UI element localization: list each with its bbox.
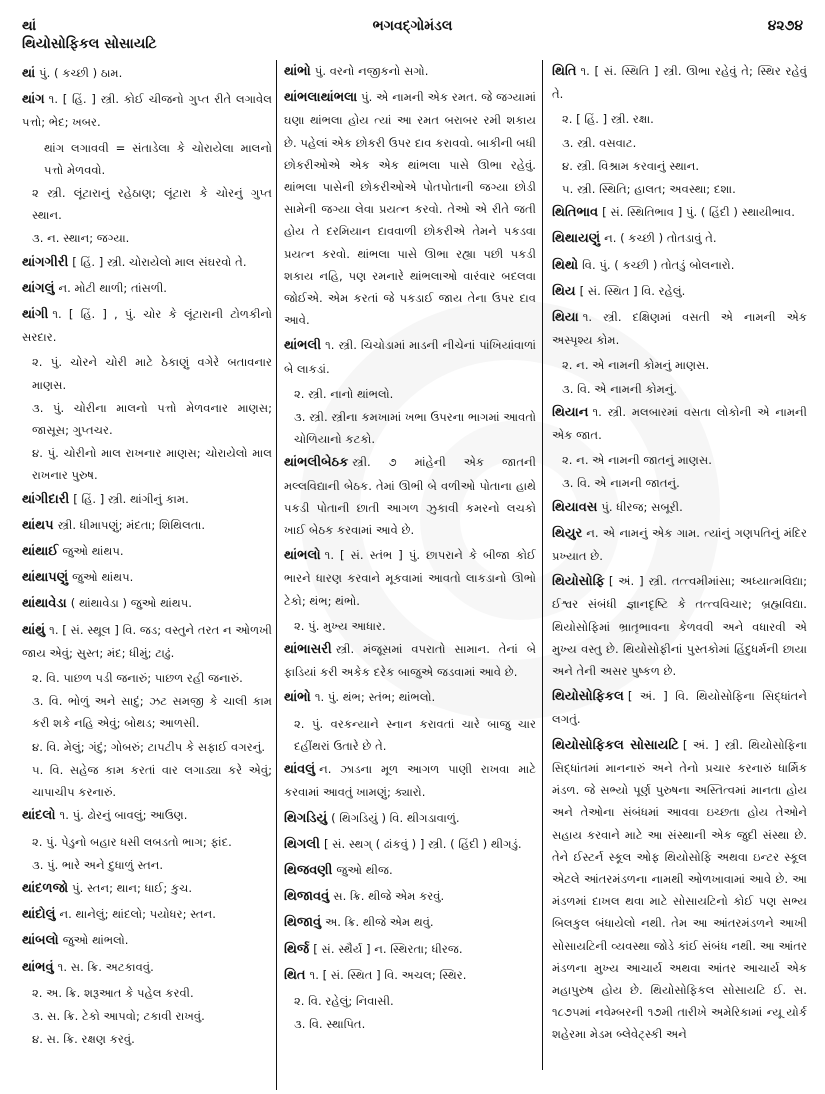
definition: ૧. [ સં. સ્થિતિ ] સ્ત્રી. ઊભા રહેવું તે; સ્થિર રહેવું તે. — [552, 64, 807, 102]
sense-definition: થાંગ લગાવવી = સંતાડેલા કે ચોરાયેલા માલનો પત્તો મેળવવો. — [44, 140, 272, 177]
sense-definition: ૩. ન. સ્થાન; જગ્યા. — [32, 231, 130, 246]
dictionary-entry — [22, 277, 272, 300]
sense-definition: ૨. વિ. રહેલું; નિવાસી. — [294, 993, 394, 1008]
definition: [ સં. સ્થૈર્ય ] ન. સ્થિરતા; ધીરજ. — [313, 941, 463, 956]
definition: જુઓ થીજ. — [336, 862, 393, 877]
sense-definition: ૩. વિ. ભોળું અને સાદું; ઝટ સમજી કે ચાલી કામ કરી શકે નહિ એવું; બોથડ; આળસી. — [32, 694, 272, 731]
sense-definition: ૨. પું. ચોરને ચોરી માટે ઠેકાણું વગેરે બતાવનાર માણસ. — [32, 355, 272, 392]
dictionary-title: ભગવદ્ગોમંડલ — [372, 18, 453, 34]
dictionary-entry — [284, 964, 536, 987]
dictionary-entry — [22, 303, 272, 348]
headword: થાંથાવેડા — [22, 596, 67, 612]
definition: ૧. સ. ક્રિ. અટકાવવું. — [57, 959, 154, 974]
definition: ૧. [ હિં. ] સ્ત્રી. કોઈ ચીજનો ગુપ્ત રીતે લગાવેલ પત્તો; ભેદ; ખબર. — [22, 92, 272, 130]
sense-definition: ૪. પું. ચોરીનો માલ રાખનાર માણસ; ચોરાયેલો માલ રાખનાર પુરુષ. — [32, 446, 272, 483]
headword: થાંભો — [284, 690, 311, 706]
sense-definition: ૨ સ્ત્રી. લૂંટારાનું રહેઠાણ; લૂંટારા કે ચોરનું ગુપ્ત સ્થાન. — [32, 186, 272, 223]
headword: થિજાવવું — [284, 889, 330, 905]
headword: થિય — [552, 283, 576, 299]
headword: થાંભલાથાંભલા — [284, 90, 358, 106]
definition: ન. એ નામનું એક ગામ. ત્યાંનું ગણપતિનું મંદિર પ્રખ્યાત છે. — [552, 525, 807, 564]
dictionary-entry — [552, 570, 807, 682]
dictionary-entry — [552, 685, 807, 730]
definition: પું. ( કચ્છી ) ઠામ. — [39, 66, 123, 80]
dictionary-entry — [284, 938, 536, 961]
headword: થિતિ — [552, 64, 577, 79]
headword: થાંથાઈ — [22, 544, 59, 560]
headword: થિયોસોફિકલ સોસાયટિ — [552, 737, 679, 753]
definition: જુઓ થાંથપ. — [72, 570, 134, 585]
definition: [ સં. સ્થિત ] વિ. રહેલું. — [579, 283, 686, 298]
headword: થિયોસોફિકલ — [552, 689, 624, 705]
dictionary-entry — [284, 911, 536, 934]
sense-definition: ૫. વિ. સહેજ કામ કરતાં વાર લગાડ્યા કરે એવું; ચાપાચીપ કરનારું. — [32, 762, 272, 800]
sense-definition: ૩. પું. ભારે અને દુધાળું સ્તન. — [32, 857, 164, 872]
definition: ૧. પું. ઢોરનું બાવલું; આઉણ. — [59, 808, 188, 823]
headword: થાંગી — [22, 307, 49, 323]
sense-definition: ૨. સ્ત્રી. નાનો થાંભલો. — [294, 386, 394, 401]
sense-definition: ૨. [ હિં. ] સ્ત્રી. રક્ષા. — [562, 112, 654, 127]
page-number: ૪૨૭૪ — [767, 18, 803, 34]
dictionary-entry — [552, 280, 807, 303]
dictionary-entry — [284, 60, 536, 83]
headword: થાંવલું — [284, 762, 316, 778]
dictionary-entry — [552, 522, 807, 567]
dictionary-entry — [22, 540, 272, 563]
headword: થિજાવું — [284, 915, 322, 931]
sense-definition: ૨. ન. એ નામની જાતનું માણસ. — [562, 453, 712, 468]
definition: ન. ( કચ્છી ) તોતડાવું તે. — [604, 231, 717, 246]
headword: થાંભલો — [284, 548, 321, 564]
definition: ( થાંથાવેડા ) જુઓ થાંથપ. — [70, 596, 192, 611]
sense-definition: ૩. પું. ચોરીના માલનો પત્તો મેળવનાર માણસ; જાસૂસ; ગુપ્તચર. — [32, 400, 272, 438]
dictionary-entry — [284, 334, 536, 379]
definition: વિ. પું. ( કચ્છી ) તોતડું બોલનારો. — [582, 257, 735, 272]
definition: સ્ત્રી. ધીમાપણું; મંદતા; શિથિલતા. — [57, 517, 206, 532]
dictionary-entry — [284, 859, 536, 882]
definition: [ અં. ] વિ. થિયોસોફિના સિદ્ધાંતને લગતું. — [552, 689, 807, 727]
headword: થાંથપ — [22, 517, 54, 533]
definition: સ. ક્રિ. થીજે એમ કરવું. — [333, 889, 445, 904]
dictionary-entry — [552, 734, 807, 1046]
definition: [ હિં. ] સ્ત્રી. ચોરાયેલો માલ સંઘરવો તે. — [72, 254, 247, 269]
column-1 — [22, 62, 272, 1074]
headword: થાંભલી — [284, 338, 322, 354]
headword: થાંદલો — [22, 808, 56, 824]
headword: થિયુર — [552, 525, 583, 541]
dictionary-entry — [22, 929, 272, 952]
dictionary-entry — [284, 544, 536, 612]
headword: થાંભાસરી — [284, 642, 332, 658]
sense-definition: ૩. સ્ત્રી. વસવાટ. — [562, 135, 637, 150]
dictionary-entry — [284, 758, 536, 803]
left-guideword: થાં — [22, 18, 37, 34]
headword: થિગડિયું — [284, 810, 328, 826]
headword: થિથો — [552, 257, 579, 273]
headword: થાંગગીરી — [22, 254, 69, 270]
definition: પું. વરનો નજીકનો સગો. — [314, 64, 429, 78]
dictionary-entry — [552, 401, 807, 446]
definition: પું. સ્તન; થાન; ધાઈ; કુચ. — [72, 880, 193, 895]
definition: ૧. સ્ત્રી. ચિચોડામાં માડની નીચેનાં પાંખિયાંવાળાં બે લાકડાં. — [284, 338, 536, 376]
headword: થાંગલું — [22, 280, 55, 296]
dictionary-entry — [552, 254, 807, 277]
headword: થિયાન — [552, 404, 589, 420]
sense-definition: ૪. સ. ક્રિ. રક્ષણ કરવું. — [32, 1032, 135, 1047]
definition: જુઓ થાંભલો. — [62, 933, 129, 948]
headword: થાંથાપણું — [22, 570, 69, 586]
definition: [ સં. સ્થગ્ ( ઢાંકવું ) ] સ્ત્રી. ( હિંદી ) થીગડું. — [323, 836, 522, 851]
dictionary-entry — [22, 251, 272, 274]
definition: ૧. સ્ત્રી. દક્ષિણમાં વસતી એ નામની એક અસ્પૃશ્ય કોમ. — [552, 310, 807, 348]
column-divider-2 — [542, 60, 543, 1070]
dictionary-entry — [22, 592, 272, 615]
column-3 — [552, 60, 807, 1074]
dictionary-entry — [22, 88, 272, 133]
dictionary-entry — [22, 619, 272, 664]
dictionary-entry — [22, 514, 272, 537]
headword: થાંદળજો — [22, 880, 69, 896]
dictionary-entry — [22, 877, 272, 900]
headword: થાંભવું — [22, 959, 54, 975]
dictionary-entry — [22, 804, 272, 827]
dictionary-entry — [552, 60, 807, 105]
headword: થિત — [284, 967, 306, 983]
sense-definition: ૨. પું. વરકન્યાને સ્નાન કરાવતાં ચારે બાજુ ચાર દહીંથરાં ઉતારે છે તે. — [294, 716, 536, 753]
sense-definition: ૩. વિ. સ્થાપિત. — [294, 1017, 366, 1032]
headword: થિયાવસ — [552, 499, 598, 515]
headword: થિથાયણું — [552, 231, 601, 247]
definition: ૧. [ હિં. ] , પું. ચોર કે લૂંટારાની ટોળકીનો સરદાર. — [22, 307, 272, 345]
sense-definition: ૫. સ્ત્રી. સ્થિતિ; હાલત; અવસ્થા; દશા. — [562, 182, 736, 197]
dictionary-entry — [284, 638, 536, 683]
definition: ન. ઝાડના મૂળ આગળ પાણી રાખવા માટે કરવામાં આવતું ખામણું; ક્યારો. — [284, 762, 536, 800]
definition: [ અં. ] સ્ત્રી. થિયોસોફિના સિદ્ધાંતમાં માનનારું અને તેનો પ્રચાર કરનારું ધાર્મિક મંડળ. જે સભ્યો પૂર્ણ પુરુષના અસ્તિત્વમાં માનતા હોય અને તેઓના સંબંધમાં આવવા ઇચ્છતા હોય તેઓને સહાય કરવાને માટે આ સંસ્થાની એક જુદી સંસ્થા છે. તેને ઈસ્ટર્ન સ્કૂલ ઓફ થિયોસોફિ અથવા ઇન્ટર સ્કૂલ એટલે આંતરમંડળના નામથી ઓળખાવામાં આવે છે. આ મંડળમાં દાખલ થવા માટે સોસાયટિનો કોઈ પણ સભ્ય બિલકુલ બંધાયેલો નથી. તેમ આ આંતરમંડળને આખી સોસાયટિની વ્યવસ્થા જોડે કાંઈ સંબંધ નથી. આ આંતર મંડળના મુખ્ય આચાર્ય અથવા આંતર આચાર્ય એક મહાપુરુષ હોય છે. થિયોસોફિકલ સોસાયટિ ઈ. સ. ૧૮૭૫માં નવેમ્બરની ૧૭મી તારીખે અમેરિકામાં ન્યૂ યોર્ક શહેરમા મેડમ બ્લેવેટ્સ્કી અને — [552, 737, 807, 1042]
sense-definition: ૪. સ્ત્રી. વિશ્રામ કરવાનું સ્થાન. — [562, 158, 700, 173]
sense-definition: ૨. પું. પેડુનો બહાર ધસી લબડતો ભાગ; ફાંદ. — [32, 834, 232, 849]
dictionary-entry — [284, 807, 536, 830]
headword: થાંભો — [284, 64, 311, 79]
definition: ૧. [ સં. સ્તંભ ] પું. છાપરાને કે બીજા કોઈ ભારને ધારણ કરવાને મૂકવામાં આવતો લાકડાનો ઊભો ટેકો; થંભ; થંભો. — [284, 548, 536, 608]
sense-definition: ૨. વિ. પાછળ પડી જનારું; પાછળ રહી જનારું. — [32, 671, 243, 686]
definition: સ્ત્રી. મંજૂસમાં વપરાતો સામાન. તેનાં બે ફાડિયાં કરી અકેક દરેક બાજુએ જડવામાં આવે છે. — [284, 642, 536, 680]
sense-definition: ૩. વિ. એ નામની જાતનું. — [562, 476, 680, 491]
sub-guideword: થિયોસોફિકલ સોસાયટિ — [22, 36, 157, 52]
column-2 — [284, 60, 536, 1074]
headword: થિજવણી — [284, 862, 333, 878]
headword: થાંગ — [22, 92, 45, 108]
definition: [ અં. ] સ્ત્રી. તત્ત્વમીમાંસા; અધ્યાત્મવિદ્યા; ઈશ્વર સંબંધી જ્ઞાનદૃષ્ટિ કે તત્ત્વવિચાર; બ્રહ્મવિદ્યા. થિયોસોફિમાં ભ્રાતૃભાવના કેળવવી અને વધારવી એ મુખ્ય વસ્તુ છે. થિયોસોફીનાં પુસ્તકોમાં હિંદુધર્મની છાયા અને તેની અસર પુષ્કળ છે. — [552, 574, 807, 679]
sense-definition: ૩. સ. ક્રિ. ટેકો આપવો; ટકાવી રાખવું. — [32, 1008, 205, 1023]
headword: થાંદોલું — [22, 907, 56, 923]
definition: [ સં. સ્થિતિભાવ ] પું. ( હિંદી ) સ્થાયીભાવ. — [602, 205, 795, 220]
headword: થિયોસોફિ — [552, 574, 605, 590]
definition: ૧. પું. થંભ; સ્તંભ; થાંભલો. — [314, 690, 436, 705]
definition: ૧. [ સં. સ્થિત ] વિ. અચલ; સ્થિર. — [309, 967, 467, 982]
dictionary-entry — [284, 885, 536, 908]
sense-definition: ૩. સ્ત્રી. સ્ત્રીના કમખામાં ખભા ઉપરના ભાગમાં આવતો ચોળિયાનો કટકો. — [294, 410, 536, 447]
dictionary-entry — [552, 496, 807, 519]
headword: થિતિભાવ — [552, 205, 599, 221]
headword: થિગલી — [284, 836, 320, 852]
headword: થિર્જ — [284, 941, 310, 957]
definition: ( થિગડિયું ) વિ. થીગડાવાળું. — [331, 810, 460, 825]
dictionary-entry — [552, 201, 807, 224]
definition: પું. ધીરજ; સબૂરી. — [601, 499, 683, 514]
dictionary-entry — [22, 566, 272, 589]
dictionary-entry — [284, 86, 536, 331]
sense-definition: ૨. ન. એ નામની કોમનું માણસ. — [562, 358, 710, 373]
dictionary-entry — [22, 903, 272, 926]
column-divider-1 — [276, 60, 277, 1090]
sense-definition: ૨. અ. ક્રિ. શરૂઆત કે પહેલ કરવી. — [32, 985, 194, 1000]
definition: સ્ત્રી. ૭ માંહેની એક જાતની મલ્લવિદ્યાની બેઠક. તેમાં ઊભી બે વળીઓ પોતાના હાથે પકડી પોતાની છાતી આગળ ઝુકાવી કમરનો લચકો ખાઈ બેઠક કરવામાં આવે છે. — [284, 455, 536, 538]
definition: ૧. સ્ત્રી. મલબારમાં વસતા લોકોની એ નામની એક જાત. — [552, 404, 807, 443]
definition: ન. થાનેલું; થાંદલો; પયોધર; સ્તન. — [59, 907, 216, 922]
dictionary-entry — [552, 306, 807, 351]
definition: [ હિં. ] સ્ત્રી. થાંગીનું કામ. — [73, 491, 189, 506]
dictionary-entry — [22, 62, 272, 85]
headword: થાં — [22, 66, 36, 81]
definition: જુઓ થાંથપ. — [62, 544, 124, 559]
sense-definition: ૨. પું. મુખ્ય આધાર. — [294, 618, 386, 633]
sense-definition: ૩. વિ. એ નામની કોમનું. — [562, 381, 678, 396]
definition: ૧. [ સં. સ્થૂલ ] વિ. જડ; વસ્તુને તરત ન ઓળખી જાય એવું; સુસ્ત; મંદ; ધીમું; ટાઢું. — [22, 622, 272, 660]
headword: થાંથું — [22, 622, 46, 638]
headword: થાંગીદારી — [22, 491, 70, 507]
dictionary-entry — [284, 451, 536, 541]
dictionary-entry — [284, 833, 536, 856]
dictionary-entry — [22, 488, 272, 511]
sense-definition: ૪. વિ. મેલું; ગંદું; ગોબરું; ટાપટીપ કે સફાઈ વગરનું. — [32, 739, 266, 754]
definition: અ. ક્રિ. થીજે એમ થવું. — [325, 915, 434, 930]
definition: પું. એ નામની એક રમત. જે જગ્યામાં ઘણા થાંભલા હોય ત્યાં આ રમત બરાબર રમી શકાય છે. પહેલાં એક છોકરી ઉપર દાવ કરાવવો. બાકીની બધી છોકરીઓએ એક એક થાંભલા પાસે ઊભા રહેવું. થાંભલા પાસેની છોકરીઓએ પોતપોતાની જગ્યા છોડી સામેની જગ્યા લેવા પ્રયત્ન કરવો. તેઓ એ રીતે જતી હોય તે દરમિયાન દાવવાળી છોકરીએ તેમને પકડવા પ્રયત્ન કરવો. થાંભલા પાસે ઊભા રહ્યા પછી પકડી શકાય નહિ, પણ રમનારે થાંભલાઓ વારંવાર બદલવા જોઈએ. એમ કરતાં જે પકડાઈ જાય તેના ઉપર દાવ આવે. — [284, 90, 536, 328]
dictionary-entry — [22, 956, 272, 979]
dictionary-entry — [284, 686, 536, 709]
headword: થાંભલીબેઠક — [284, 455, 349, 471]
headword: થિયા — [552, 310, 579, 326]
definition: ન. મોટી થાળી; તાંસળી. — [58, 280, 167, 295]
headword: થાંબલો — [22, 933, 59, 949]
dictionary-entry — [552, 227, 807, 250]
